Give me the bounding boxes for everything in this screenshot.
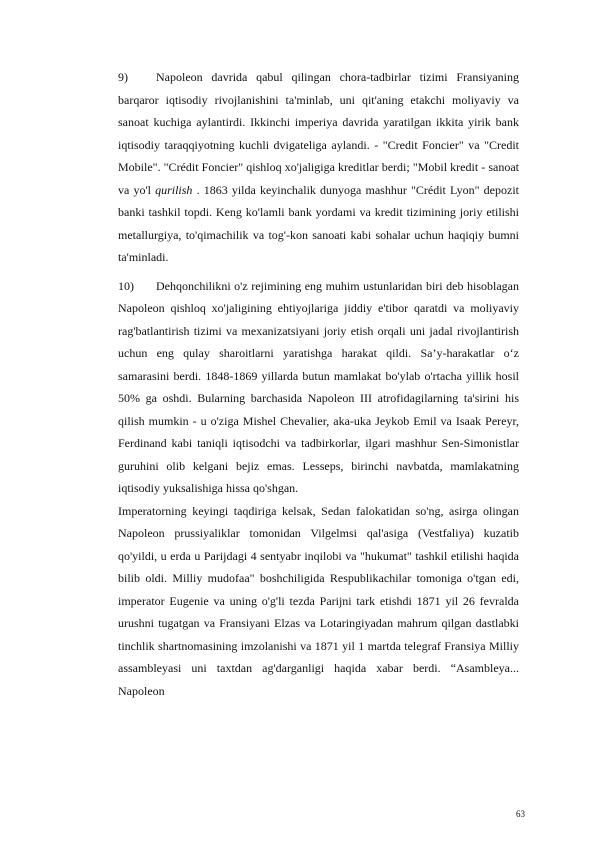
italic-term: qurilish [155, 182, 193, 197]
paragraph-number: 9) [118, 70, 128, 84]
body-text [118, 66, 519, 702]
paragraph-emperor-fate [118, 500, 519, 703]
paragraph-text: Imperatorning keyingi taqdiriga kelsak, Sedan falokatidan so'ng, asirga olingan Napoleon prussiyaliklar tomonidan Vilgelmsi qal'asiga (Vestfaliya) kuzatib qo'yildi, u erda u Parijdagi 4 sentyabr inqilobi va "hukumat" tashkil etilishi haqida bilib oldi. Milliy mudofaa" boshchiligida Respublikachilar tomoniga o'tgan edi, imperator Eugenie va uning o'g'li tezda Parijni tark etishdi 1871 yil 26 fevralda urushni tugatgan va Fransiyani Elzas va Lotaringiyadan mahrum qilgan dastlabki tinchlik shartnomasining imzolanishi va 1871 yil 1 martda telegraf Fransiya Milliy assambleyasi uni taxtdan ag'darganligi haqida xabar berdi. “Asambleya... Napoleon [118, 503, 519, 698]
paragraph-9 [118, 66, 519, 269]
paragraph-10 [118, 275, 519, 500]
paragraph-text: Napoleon davrida qabul qilingan chora-tadbirlar tizimi Fransiyaning barqaror iqtisodiy rivojlanishini ta'minlab, uni qit'aning etakchi moliyaviy va sanoat kuchiga aylantirdi. Ikkinchi imperiya davrida yaratilgan ikkita yirik bank iqtisodiy taraqqiyotning kuchli dvigateliga aylandi. - "Credit Foncier" va "Credit Mobile". "Crédit Foncier" qishloq xo'jaligiga kreditlar berdi; "Mobil kredit - sanoat va yo'l [118, 70, 519, 197]
paragraph-text: Dehqonchilikni o'z rejimining eng muhim ustunlaridan biri deb hisoblagan Napoleon qishloq xo'jaligining ehtiyojlariga jiddiy e'tibor qaratdi va moliyaviy rag'batlantirish tizimi va mexanizatsiyani joriy etish orqali uni jadal rivojlantirish uchun eng qulay sharoitlarni yaratishga harakat qildi. Sa’y-harakatlar o‘z samarasini berdi. 1848-1869 yillarda butun mamlakat bo'ylab o'rtacha yillik hosil 50% ga oshdi. Bularning barchasida Napoleon III atrofidagilarning ta'sirini his qilish mumkin - u o'ziga Mishel Chevalier, aka-uka Jeykob Emil va Isaak Pereyr, Ferdinand kabi taniqli iqtisodchi va tadbirkorlar, ilgari mashhur Sen-Simonistlar guruhini olib kelgani bejiz emas. Lesseps, birinchi navbatda, mamlakatning iqtisodiy yuksalishiga hissa qo'shgan. [118, 278, 519, 495]
paragraph-number: 10) [118, 278, 134, 293]
page-number: 63 [516, 809, 525, 819]
paragraph-text-continued: . 1863 yilda keyinchalik dunyoga mashhur "Crédit Lyon" depozit banki tashkil topdi. Keng ko'lamli bank yordami va kredit tizimining joriy etilishi metallurgiya, to'qimachilik va tog'-kon sanoati kabi sohalar uchun haqiqiy bumni ta'minladi. [118, 182, 520, 264]
